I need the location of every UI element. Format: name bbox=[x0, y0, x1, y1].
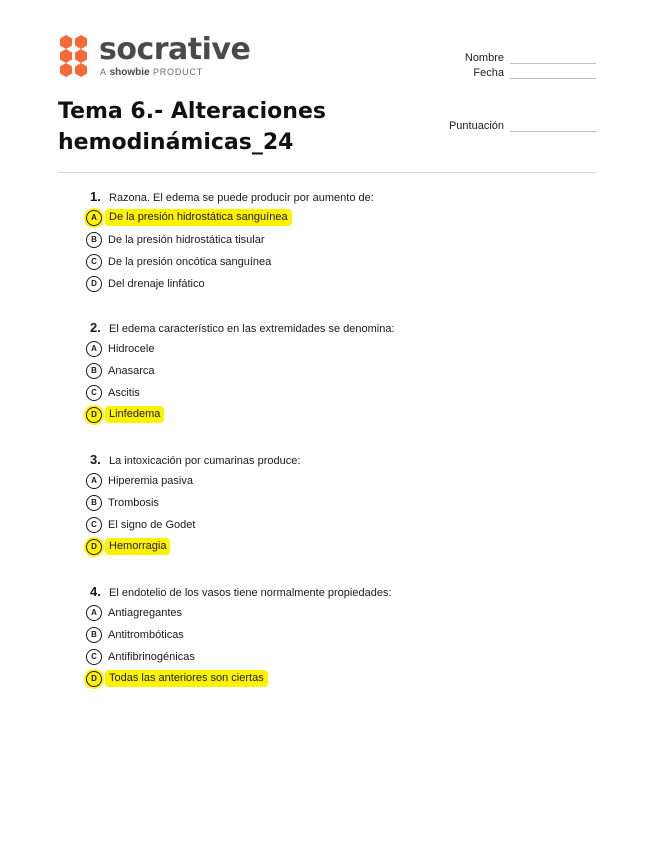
option-letter-circle: B bbox=[86, 232, 102, 248]
option-text: Todas las anteriores son ciertas bbox=[105, 670, 268, 687]
brand-sub-name: showbie bbox=[109, 67, 150, 78]
option-d[interactable] bbox=[86, 273, 586, 295]
title-line-2: hemodinámicas_24 bbox=[58, 130, 294, 155]
option-b[interactable] bbox=[86, 360, 586, 382]
option-d[interactable] bbox=[86, 404, 586, 426]
option-a[interactable] bbox=[86, 602, 586, 624]
option-b[interactable] bbox=[86, 492, 586, 514]
option-letter-circle: C bbox=[86, 385, 102, 401]
question-header bbox=[86, 452, 586, 470]
option-text: Antitrombóticas bbox=[108, 629, 184, 641]
question-header bbox=[86, 189, 586, 207]
question-header bbox=[86, 584, 586, 602]
question-number: 2. bbox=[90, 320, 101, 335]
option-d[interactable] bbox=[86, 668, 586, 690]
question-text: El endotelio de los vasos tiene normalmente propiedades: bbox=[109, 587, 392, 599]
option-letter-circle: C bbox=[86, 649, 102, 665]
question-text: El edema característico en las extremidades se denomina: bbox=[109, 323, 395, 335]
option-text: Anasarca bbox=[108, 365, 155, 377]
option-letter-circle: A bbox=[86, 210, 102, 226]
fecha-label: Fecha bbox=[473, 67, 504, 79]
title-line-1: Tema 6.- Alteraciones bbox=[58, 99, 326, 124]
question-1 bbox=[86, 189, 586, 295]
option-text: Trombosis bbox=[108, 497, 159, 509]
question-text: Razona. El edema se puede producir por aumento de: bbox=[109, 192, 374, 204]
option-letter-circle: D bbox=[86, 539, 102, 555]
hexagon-logo-icon bbox=[57, 34, 91, 78]
option-c[interactable] bbox=[86, 646, 586, 668]
option-b[interactable] bbox=[86, 624, 586, 646]
option-letter-circle: B bbox=[86, 627, 102, 643]
nombre-label: Nombre bbox=[464, 52, 504, 64]
question-number: 1. bbox=[90, 189, 101, 204]
option-a[interactable] bbox=[86, 207, 586, 229]
question-3 bbox=[86, 452, 586, 558]
option-text: Hiperemia pasiva bbox=[108, 475, 193, 487]
option-text: Hemorragia bbox=[105, 538, 170, 555]
option-letter-circle: C bbox=[86, 254, 102, 270]
question-text: La intoxicación por cumarinas produce: bbox=[109, 455, 301, 467]
option-text: De la presión hidrostática tisular bbox=[108, 234, 265, 246]
brand-sub-suffix: PRODUCT bbox=[152, 67, 204, 77]
option-text: Antifibrinogénicas bbox=[108, 651, 195, 663]
fecha-field[interactable] bbox=[510, 66, 596, 79]
question-2 bbox=[86, 320, 586, 426]
option-letter-circle: B bbox=[86, 495, 102, 511]
option-text: De la presión hidrostática sanguínea bbox=[105, 209, 292, 226]
option-c[interactable] bbox=[86, 251, 586, 273]
puntuacion-field[interactable] bbox=[510, 119, 596, 132]
option-text: Ascitis bbox=[108, 387, 140, 399]
question-4 bbox=[86, 584, 586, 690]
page-title bbox=[58, 96, 388, 158]
socrative-logo bbox=[57, 34, 257, 82]
brand-subtitle bbox=[100, 67, 203, 78]
option-text: El signo de Godet bbox=[108, 519, 196, 531]
question-number: 4. bbox=[90, 584, 101, 599]
option-a[interactable] bbox=[86, 470, 586, 492]
option-letter-circle: B bbox=[86, 363, 102, 379]
option-d[interactable] bbox=[86, 536, 586, 558]
option-a[interactable] bbox=[86, 338, 586, 360]
option-letter-circle: C bbox=[86, 517, 102, 533]
option-c[interactable] bbox=[86, 514, 586, 536]
brand-name: socrative bbox=[99, 32, 251, 67]
option-text: Del drenaje linfático bbox=[108, 278, 205, 290]
option-b[interactable] bbox=[86, 229, 586, 251]
option-text: De la presión oncótica sanguínea bbox=[108, 256, 272, 268]
question-header bbox=[86, 320, 586, 338]
option-c[interactable] bbox=[86, 382, 586, 404]
option-letter-circle: A bbox=[86, 341, 102, 357]
option-letter-circle: D bbox=[86, 407, 102, 423]
nombre-field[interactable] bbox=[510, 51, 596, 64]
option-letter-circle: D bbox=[86, 671, 102, 687]
option-letter-circle: D bbox=[86, 276, 102, 292]
option-text: Antiagregantes bbox=[108, 607, 182, 619]
question-number: 3. bbox=[90, 452, 101, 467]
option-letter-circle: A bbox=[86, 605, 102, 621]
option-text: Linfedema bbox=[105, 406, 164, 423]
brand-sub-prefix: A bbox=[100, 67, 107, 77]
header-divider bbox=[58, 172, 596, 173]
option-text: Hidrocele bbox=[108, 343, 155, 355]
option-letter-circle: A bbox=[86, 473, 102, 489]
puntuacion-label: Puntuación bbox=[448, 120, 504, 132]
